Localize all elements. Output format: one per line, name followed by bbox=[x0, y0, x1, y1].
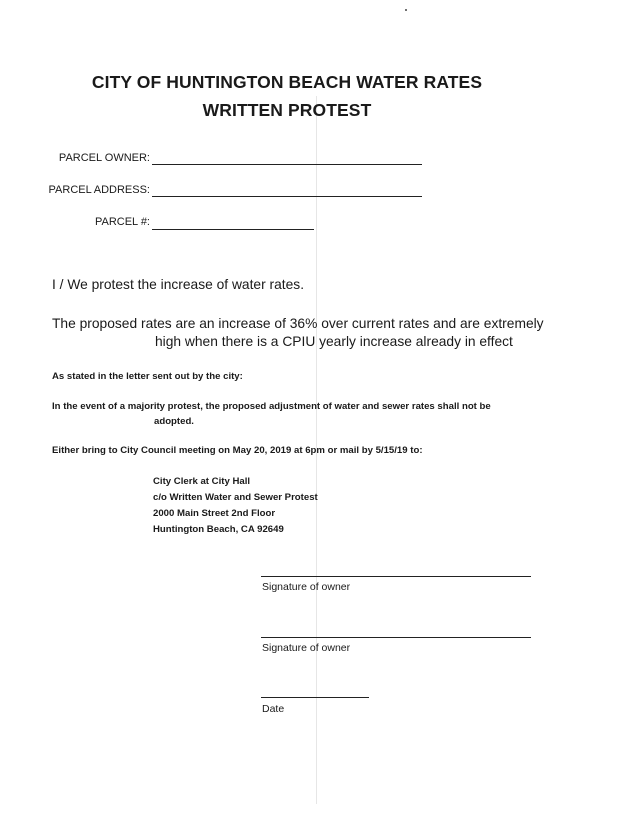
parcel-number-field[interactable] bbox=[152, 229, 314, 230]
majority-protest-line-2: adopted. bbox=[154, 416, 194, 427]
title-line-1: CITY OF HUNTINGTON BEACH WATER RATES bbox=[91, 72, 483, 92]
address-line-2: c/o Written Water and Sewer Protest bbox=[153, 492, 318, 503]
owner-signature-caption-1: Signature of owner bbox=[262, 581, 351, 593]
address-line-4: Huntington Beach, CA 92649 bbox=[153, 524, 284, 535]
date-caption: Date bbox=[262, 703, 285, 715]
parcel-address-field[interactable] bbox=[152, 196, 422, 197]
parcel-number-label: PARCEL #: bbox=[94, 216, 150, 228]
majority-protest-line-1: In the event of a majority protest, the proposed adjustment of water and sewer rates shall not be bbox=[52, 401, 491, 412]
date-line[interactable] bbox=[261, 697, 369, 698]
parcel-owner-label: PARCEL OWNER: bbox=[58, 152, 150, 164]
owner-signature-line-1[interactable] bbox=[261, 576, 531, 577]
title-line-2: WRITTEN PROTEST bbox=[202, 100, 372, 120]
scan-speck bbox=[405, 9, 407, 11]
rates-statement-line-1: The proposed rates are an increase of 36% over current rates and are extremely bbox=[52, 316, 544, 331]
owner-signature-caption-2: Signature of owner bbox=[262, 642, 351, 654]
owner-signature-line-2[interactable] bbox=[261, 637, 531, 638]
protest-statement: I / We protest the increase of water rates. bbox=[52, 277, 305, 292]
address-line-3: 2000 Main Street 2nd Floor bbox=[153, 508, 276, 519]
submit-instructions: Either bring to City Council meeting on May 20, 2019 at 6pm or mail by 5/15/19 to: bbox=[52, 445, 423, 456]
address-line-1: City Clerk at City Hall bbox=[153, 476, 251, 487]
stated-intro: As stated in the letter sent out by the city: bbox=[52, 371, 243, 382]
parcel-address-label: PARCEL ADDRESS: bbox=[48, 184, 150, 196]
parcel-owner-field[interactable] bbox=[152, 164, 422, 165]
rates-statement-line-2: high when there is a CPIU yearly increase already in effect bbox=[155, 334, 513, 349]
